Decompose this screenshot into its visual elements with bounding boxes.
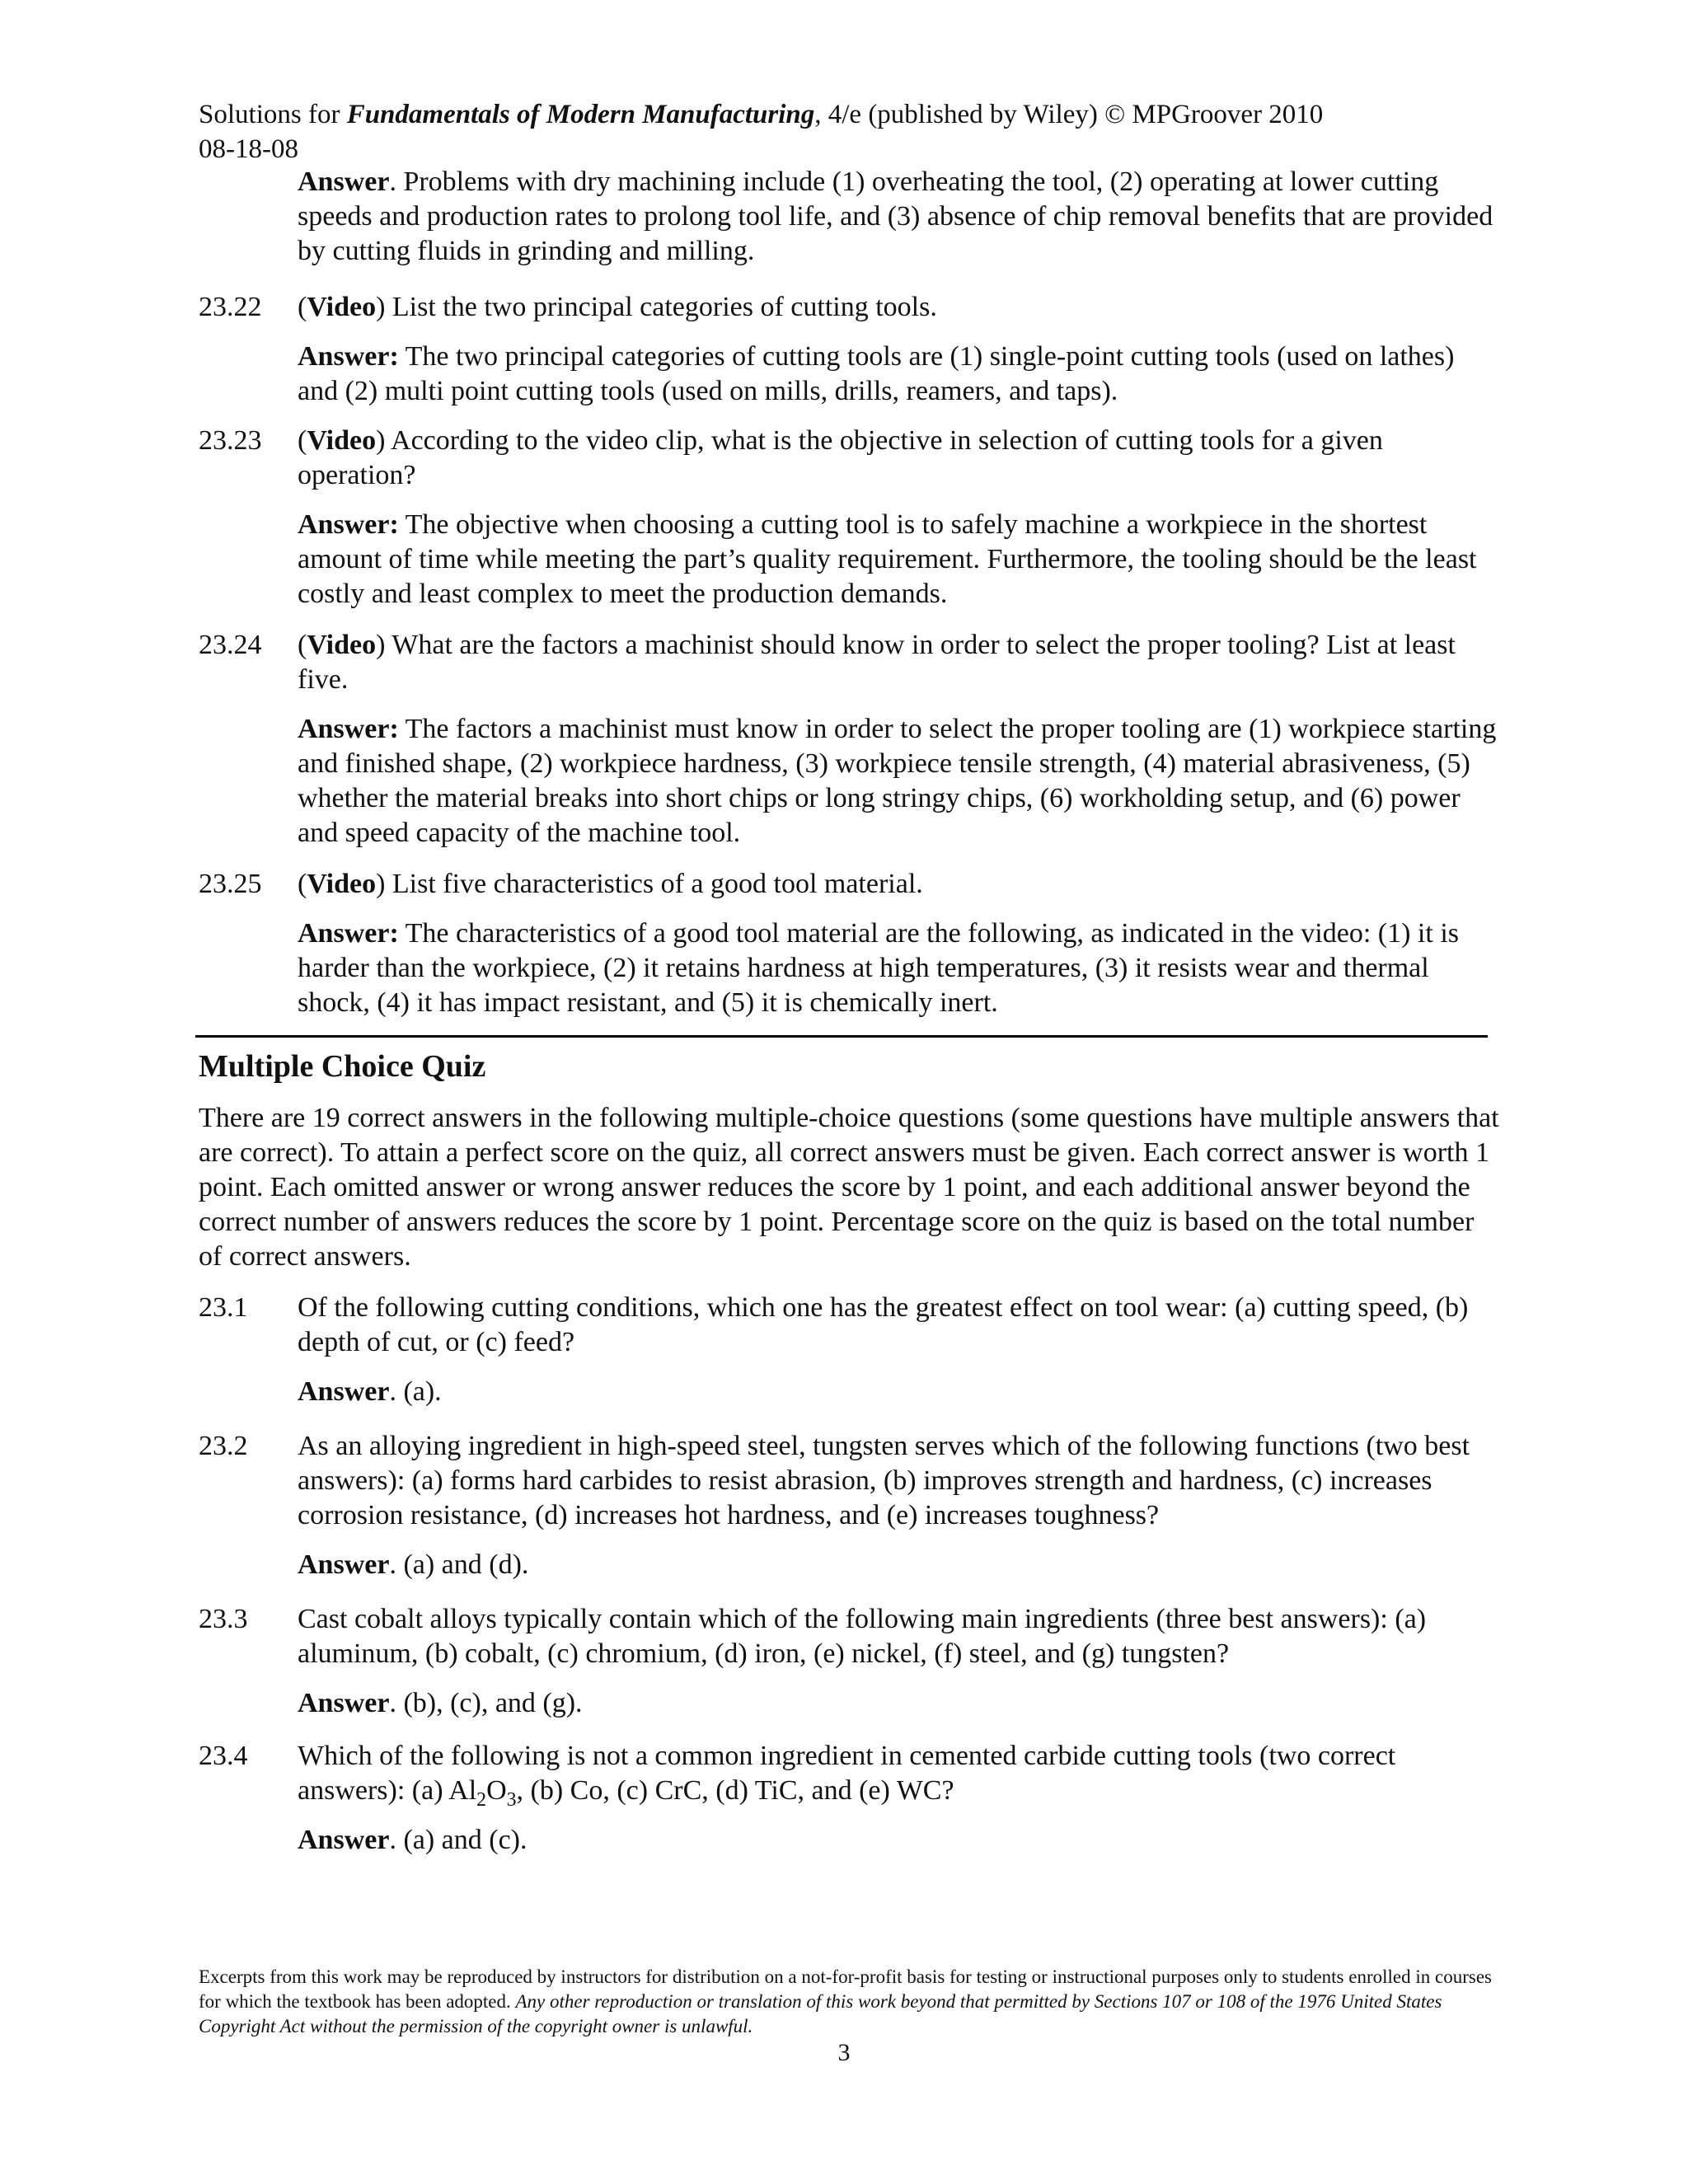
answer-text: Answer: The objective when choosing a cutting tool is to safely machine a workpiece in the shortest amount of time while meeting the part’s quality requirement. Furthermore, the tooling should be the least costly and least complex to meet the production demands.	[298, 509, 1477, 609]
quiz-heading: Multiple Choice Quiz	[199, 1049, 486, 1084]
review-question-23-25	[199, 867, 1501, 1020]
question-number: 23.3	[199, 1604, 248, 1634]
question-number: 23.25	[199, 869, 262, 899]
page-header	[199, 97, 1501, 166]
quiz-question-23-3	[199, 1602, 1501, 1721]
answer-text: Answer: The characteristics of a good tool material are the following, as indicated in the video: (1) it is harder than the workpiece, (2) it retains hardness at high temperatures, (3) it resists wear and thermal shock, (4) it has impact resistant, and (5) it is chemically inert.	[298, 918, 1460, 1018]
quiz-question-23-1	[199, 1291, 1501, 1409]
answer-text: Answer: The factors a machinist must know in order to select the proper tooling are (1) workpiece starting and finished shape, (2) workpiece hardness, (3) workpiece tensile strength, (4) material abrasiveness, (5) whether the material breaks into short chips or long stringy chips, (6) workholding setup, and (6) power and speed capacity of the machine tool.	[298, 714, 1497, 848]
question-text: Cast cobalt alloys typically contain which of the following main ingredients (three best answers): (a) aluminum, (b) cobalt, (c) chromium, (d) iron, (e) nickel, (f) steel, and (g) tungsten?	[298, 1604, 1427, 1669]
question-text: Which of the following is not a common ingredient in cemented carbide cutting tools (two correct answers): (a) $Al_2O_3$, (b) Co, (c) CrC, (d) TiC, and (e) WC?	[298, 1741, 1396, 1811]
top-answer: Answer. Problems with dry machining include (1) overheating the tool, (2) operating at lower cutting speeds and production rates to prolong tool life, and (3) absence of chip removal benefits that are provided by cutting fluids in grinding and milling.	[298, 166, 1493, 266]
review-question-23-24	[199, 628, 1501, 851]
answer-text: Answer. (a).	[298, 1376, 442, 1407]
question-number: 23.24	[199, 630, 262, 660]
quiz-intro: There are 19 correct answers in the following multiple-choice questions (some questions have multiple answers that are correct). To attain a perfect score on the quiz, all correct answers must be given. Each correct answer is worth 1 point. Each omitted answer or wrong answer reduces the score by 1 point, and each additional answer beyond the correct number of answers reduces the score by 1 point. Percentage score on the quiz is based on the total number of correct answers.	[199, 1103, 1499, 1272]
question-number: 23.2	[199, 1431, 248, 1461]
question-number: 23.4	[199, 1741, 248, 1771]
question-number: 23.23	[199, 425, 262, 456]
section-divider	[195, 1035, 1488, 1038]
answer-text: Answer. (a) and (c).	[298, 1825, 528, 1855]
question-number: 23.22	[199, 292, 262, 322]
header-date: 08-18-08	[199, 134, 298, 164]
question-text: (Video) What are the factors a machinist should know in order to select the proper tooling? List at least five.	[298, 630, 1456, 695]
question-text: (Video) List five characteristics of a good tool material.	[298, 869, 923, 899]
review-question-23-23	[199, 424, 1501, 612]
header-line: Solutions for Fundamentals of Modern Manufacturing, 4/e (published by Wiley) © MPGroover 2010	[199, 100, 1324, 129]
answer-text: Answer: The two principal categories of cutting tools are (1) single-point cutting tools (used on lathes) and (2) multi point cutting tools (used on mills, drills, reamers, and taps).	[298, 341, 1455, 406]
question-text: (Video) According to the video clip, what is the objective in selection of cutting tools for a given operation?	[298, 425, 1383, 490]
review-question-23-22	[199, 290, 1501, 409]
answer-text: Answer. (b), (c), and (g).	[298, 1688, 583, 1718]
quiz-question-23-4	[199, 1739, 1501, 1858]
book-title: Fundamentals of Modern Manufacturing	[346, 100, 815, 129]
answer-text: Answer. (a) and (d).	[298, 1549, 529, 1580]
page-number: 3	[837, 2039, 851, 2066]
quiz-question-23-2	[199, 1429, 1501, 1582]
question-text: As an alloying ingredient in high-speed steel, tungsten serves which of the following functions (two best answers): (a) forms hard carbides to resist abrasion, (b) improves strength and hardness, (c) increases corrosion resistance, (d) increases hot hardness, and (e) increases toughness?	[298, 1431, 1470, 1530]
question-text: (Video) List the two principal categories of cutting tools.	[298, 292, 937, 322]
question-text: Of the following cutting conditions, which one has the greatest effect on tool wear: (a) cutting speed, (b) depth of cut, or (c) feed?	[298, 1292, 1469, 1357]
question-number: 23.1	[199, 1292, 248, 1323]
copyright-footer: Excerpts from this work may be reproduced by instructors for distribution on a not-for-profit basis for testing or instructional purposes only to students enrolled in courses for which the textbook has been adopted. Any other reproduction or translation of this work beyond that permitted by Sections 107 or 108 of the 1976 United States Copyright Act without the permission of the copyright owner is unlawful.	[199, 1966, 1492, 2036]
